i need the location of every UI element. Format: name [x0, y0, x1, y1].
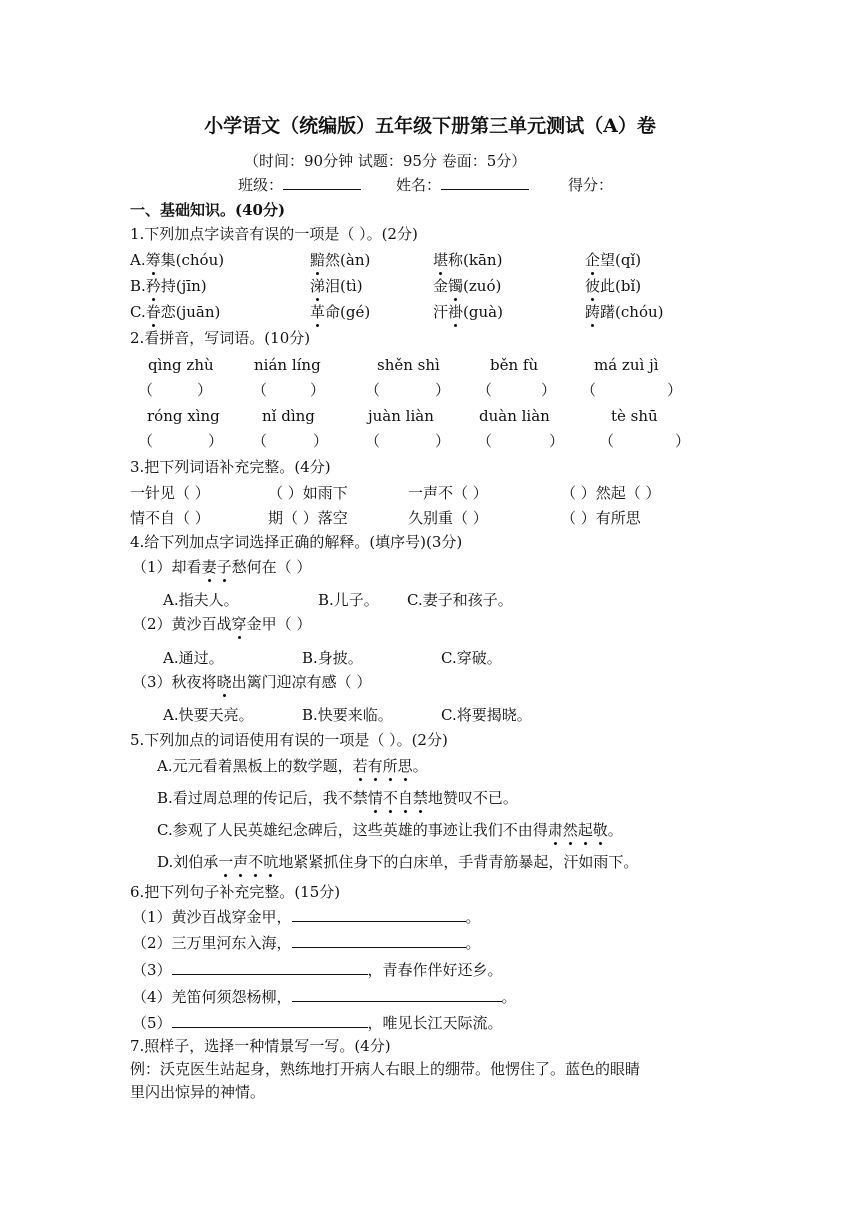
pinyin: (àn) [340, 251, 371, 269]
class-field [238, 175, 361, 195]
answer-blank[interactable] [292, 933, 466, 948]
q1-option-item [433, 302, 503, 322]
q4-part1: （1）却看妻子愁何在（ ） [132, 558, 312, 576]
char: 企 [585, 251, 601, 269]
score-label: 得分： [568, 176, 614, 194]
char: 眷 [145, 303, 161, 321]
char: 望 [600, 251, 616, 269]
q4-part2: （2）黄沙百战穿金甲（ ） [132, 615, 312, 633]
dotted-char: 敬 [592, 821, 608, 839]
pinyin: (gé) [340, 303, 371, 321]
char: 矜 [145, 277, 161, 295]
idiom-fill[interactable]: 期（ ）落空 [268, 509, 348, 527]
char: 然 [325, 251, 341, 269]
q4-stem: 4.给下列加点字词选择正确的解释。(填序号)(3分) [130, 533, 463, 551]
pinyin: (kān) [463, 251, 503, 269]
q1-option-item [130, 302, 220, 322]
dotted-word [353, 757, 413, 775]
name-field [396, 175, 529, 195]
dotted-word [548, 821, 608, 839]
char: 筹 [145, 251, 161, 269]
pinyin-prompt: qìng zhù [148, 356, 214, 374]
q1-option-item [433, 276, 501, 296]
q1-option-item [433, 250, 502, 270]
idiom-fill[interactable]: 一声不（ ） [408, 484, 488, 502]
class-label: 班级： [238, 176, 284, 194]
pinyin: (chóu) [615, 303, 664, 321]
char: 躇 [600, 303, 616, 321]
dotted-char: 妻 [201, 558, 217, 576]
q2-stem: 2.看拼音，写词语。(10分) [130, 329, 311, 347]
q6-stem: 6.把下列句子补充完整。(15分) [130, 883, 341, 901]
char: 踌 [585, 303, 601, 321]
char: 汗 [433, 303, 449, 321]
q7-stem: 7.照样子，选择一种情景写一写。(4分) [130, 1037, 391, 1055]
q1-option-item [585, 302, 664, 322]
answer-blank[interactable] [172, 1013, 368, 1028]
exam-meta: （时间：90分钟 试题：95分 卷面：5分） [244, 152, 527, 170]
dotted-char: 晓 [216, 673, 232, 691]
idiom-fill[interactable]: （ ）然起（ ） [561, 484, 661, 502]
dotted-char: 有 [367, 757, 383, 775]
answer-blank[interactable] [292, 907, 466, 922]
q1-option-item [585, 250, 641, 270]
name-blank[interactable] [441, 175, 529, 190]
q1-stem: 1.下列加点字读音有误的一项是（ ）。(2分) [130, 225, 418, 243]
dotted-char: 所 [382, 757, 398, 775]
idiom-fill[interactable]: 一针见（ ） [130, 484, 210, 502]
pinyin-prompt: duàn liàn [479, 407, 550, 425]
dotted-char: 思 [397, 757, 413, 775]
char: 持 [160, 277, 176, 295]
idiom-fill[interactable]: （ ）如雨下 [268, 484, 348, 502]
dotted-word [202, 558, 232, 576]
pinyin-prompt: juàn liàn [368, 407, 434, 425]
char: 彼 [585, 277, 601, 295]
name-label: 姓名： [396, 176, 442, 194]
q5-option-b: B.看过周总理的传记后，我不禁情不自禁地赞叹不已。 [157, 789, 518, 807]
q1-option-item [585, 276, 641, 296]
q5-option-d: D.刘伯承一声不吭地紧紧抓住身下的白床单，手背青筋暴起，汗如雨下。 [157, 853, 639, 871]
q6-line-1: （1）黄沙百战穿金甲， 。 [132, 908, 481, 926]
q7-example-line-2: 里闪出惊异的神情。 [130, 1083, 266, 1101]
char: 革 [310, 303, 326, 321]
char: 恋 [160, 303, 176, 321]
pinyin: (qǐ) [615, 251, 642, 269]
dotted-char: 若 [352, 757, 368, 775]
char: 此 [600, 277, 616, 295]
pinyin-prompt: nǐ dìng [262, 407, 315, 425]
answer-blank[interactable] [292, 987, 502, 1002]
choice-option: C.穿破。 [441, 649, 502, 667]
pinyin: (bǐ) [615, 277, 642, 295]
dotted-char: 自 [397, 789, 413, 807]
choice-option: B.快要来临。 [302, 706, 393, 724]
dotted-word [232, 615, 247, 633]
answer-blank[interactable] [172, 960, 368, 975]
choice-option: C.将要揭晓。 [441, 706, 532, 724]
char: 命 [325, 303, 341, 321]
pinyin: (tì) [340, 277, 363, 295]
dotted-char: 穿 [231, 615, 247, 633]
choice-option: A.通过。 [163, 649, 224, 667]
q6-line-4: （4）羌笛何须怨杨柳， 。 [132, 988, 517, 1006]
dotted-char: 吭 [263, 853, 279, 871]
dotted-char: 肃 [547, 821, 563, 839]
pinyin: (juān) [175, 303, 221, 321]
pinyin-prompt: běn fù [490, 356, 539, 374]
char: 黯 [310, 251, 326, 269]
class-blank[interactable] [283, 175, 361, 190]
pinyin-prompt: nián líng [254, 356, 321, 374]
dotted-word [368, 789, 428, 807]
pinyin: (zuó) [463, 277, 502, 295]
q5-option-a: A.元元看着黑板上的数学题，若有所思。 [157, 757, 428, 775]
dotted-word [217, 673, 232, 691]
dotted-char: 情 [367, 789, 383, 807]
dotted-char: 起 [577, 821, 593, 839]
dotted-word [218, 853, 278, 871]
q1-option-item [310, 276, 363, 296]
dotted-char: 禁 [412, 789, 428, 807]
char: 称 [448, 251, 464, 269]
section-basic-knowledge: 一、基础知识。(40分) [130, 201, 286, 219]
choice-option: B.身披。 [302, 649, 363, 667]
idiom-fill[interactable]: （ ）有所思 [561, 509, 641, 527]
q4-part3: （3）秋夜将晓出篱门迎凉有感（ ） [132, 673, 372, 691]
choice-option: A.指夫人。 [163, 591, 239, 609]
char: 金 [433, 277, 449, 295]
q1-option-item [130, 276, 207, 296]
option-letter: A. [130, 251, 146, 269]
q5-stem: 5.下列加点的词语使用有误的一项是（ ）。(2分) [130, 731, 448, 749]
char: 堪 [433, 251, 449, 269]
idiom-fill[interactable]: 久别重（ ） [408, 509, 488, 527]
option-letter: B. [130, 277, 146, 295]
dotted-char: 一 [218, 853, 234, 871]
q1-option-item [310, 250, 370, 270]
q6-line-3: （3） ，青春作伴好还乡。 [132, 961, 503, 979]
dotted-char: 不 [382, 789, 398, 807]
char: 镯 [448, 277, 464, 295]
choice-option: A.快要天亮。 [163, 706, 254, 724]
dotted-char: 然 [562, 821, 578, 839]
pinyin: (jīn) [175, 277, 207, 295]
q7-example-line-1: 例：沃克医生站起身，熟练地打开病人右眼上的绷带。他愣住了。蓝色的眼睛 [130, 1060, 641, 1078]
char: 涕 [310, 277, 326, 295]
q6-line-2: （2）三万里河东入海， 。 [132, 934, 481, 952]
char: 泪 [325, 277, 341, 295]
char: 集 [160, 251, 176, 269]
pinyin-prompt: tè shū [611, 407, 658, 425]
char: 褂 [448, 303, 464, 321]
choice-option: C.妻子和孩子。 [407, 591, 513, 609]
choice-option: B.儿子。 [318, 591, 379, 609]
q6-line-5: （5） ，唯见长江天际流。 [132, 1014, 503, 1032]
q3-stem: 3.把下列词语补充完整。(4分) [130, 458, 331, 476]
pinyin-prompt: má zuì jì [594, 356, 659, 374]
dotted-char: 不 [248, 853, 264, 871]
dotted-char: 子 [216, 558, 232, 576]
idiom-fill[interactable]: 情不自（ ） [130, 509, 210, 527]
q1-option-item [130, 250, 224, 270]
dotted-char: 声 [233, 853, 249, 871]
pinyin-prompt: róng xìng [147, 407, 220, 425]
q1-option-item [310, 302, 370, 322]
option-letter: C. [130, 303, 146, 321]
pinyin-prompt: shěn shì [377, 356, 440, 374]
pinyin: (guà) [463, 303, 503, 321]
pinyin: (chóu) [175, 251, 225, 269]
page-title: 小学语文（统编版）五年级下册第三单元测试（A）卷 [204, 115, 656, 137]
q5-option-c: C.参观了人民英雄纪念碑后，这些英雄的事迹让我们不由得肃然起敬。 [157, 821, 623, 839]
